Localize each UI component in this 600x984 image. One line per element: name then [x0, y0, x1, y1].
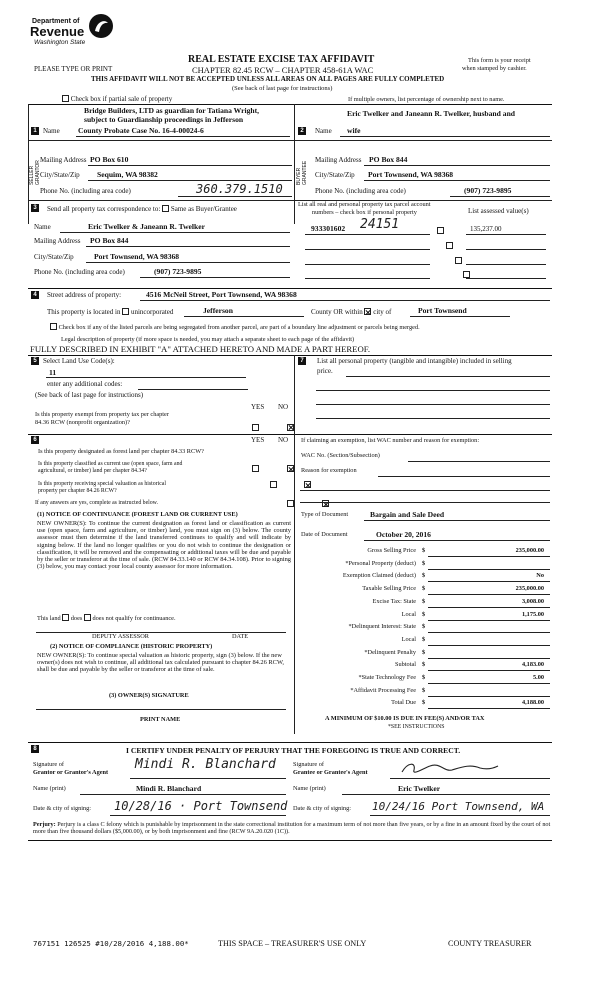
divider	[408, 461, 550, 462]
buyer-city: Port Townsend, WA 98368	[368, 170, 454, 179]
form-see-back: (See back of last page for instructions)	[232, 85, 333, 92]
tax-row-line	[428, 645, 550, 646]
tax-corr-city: Port Townsend, WA 98368	[94, 252, 180, 261]
forest-yes-checkbox[interactable]	[252, 465, 259, 472]
tax-row-currency: $	[422, 559, 426, 567]
divider	[364, 540, 550, 541]
tax-row-currency: $	[422, 686, 426, 694]
county-label: County OR within	[311, 308, 363, 316]
tax-row-line	[428, 620, 550, 621]
tax-row-label: Exemption Claimed (deduct)	[342, 572, 416, 580]
tax-row-label: *Delinquent Penalty	[364, 648, 416, 656]
divider	[346, 376, 550, 377]
divider	[28, 840, 552, 841]
tax-row-line	[428, 696, 550, 697]
grantor-signature: Mindi R. Blanchard	[135, 757, 276, 772]
treasurer-stamp: 767151 126525 #10/28/2016 4,188.00*	[33, 939, 189, 948]
divider	[130, 778, 286, 779]
notice1-title: (1) NOTICE OF CONTINUANCE (FOREST LAND OR CURRENT USE)	[37, 511, 238, 518]
tax-row-label: *Delinquent Interest: State	[348, 623, 416, 631]
personal-property-checkbox[interactable]	[446, 242, 453, 249]
tax-corr-mailing-label: Mailing Address	[34, 237, 81, 245]
tax-row-currency: $	[422, 623, 426, 631]
owner-signature-label: (3) OWNER(S) SIGNATURE	[109, 692, 189, 699]
tax-corr-phone: (907) 723-9895	[154, 267, 202, 276]
tax-row-label: Local	[401, 635, 416, 643]
notice2-text: NEW OWNER(S): To continue special valuation as historic property, sign (3) below. If the new owner(s) does not wish to continue, all additional tax calculated pursuant to chapter 84.26 RCW, shall be due and payable by the seller or transferor at the time of sale.	[37, 652, 284, 674]
historic-yes-checkbox[interactable]	[287, 500, 294, 507]
divider	[86, 262, 290, 263]
tax-row-currency: $	[422, 572, 426, 580]
certify-title: I CERTIFY UNDER PENALTY OF PERJURY THAT THE FOREGOING IS TRUE AND CORRECT.	[126, 746, 461, 755]
partial-sale-checkbox[interactable]	[62, 95, 69, 102]
tax-row-line	[428, 581, 550, 582]
divider	[294, 434, 295, 734]
tax-row-currency: $	[422, 648, 426, 656]
personal-property-checkbox[interactable]	[437, 227, 444, 234]
logo-emblem-icon	[88, 13, 114, 39]
grantee-name-label: Name (print)	[293, 785, 326, 792]
tax-corr-label	[47, 205, 237, 214]
same-as-buyer-label: Same as Buyer/Grantee	[170, 205, 237, 213]
sec6-no: NO	[278, 436, 289, 444]
tax-row-currency: $	[422, 597, 426, 605]
grantor-date-label: Date & city of signing:	[33, 805, 92, 812]
tax-row-value: 235,000.00	[515, 547, 544, 554]
divider	[300, 502, 550, 503]
exempt-yes-checkbox[interactable]	[252, 424, 259, 431]
seller-side-label: SELLER GRANTOR	[29, 160, 41, 185]
section-number-2: 2	[298, 127, 306, 135]
receipt-note-2: when stamped by cashier.	[462, 65, 527, 72]
seller-city-label: City/State/Zip	[40, 171, 80, 179]
seller-name-label: Name	[43, 127, 60, 135]
divider	[294, 104, 295, 224]
segregation-label: Check box if any of the listed parcels are being segregated from another parcel, are part of a boundary line adjustment or parcels being merged.	[58, 324, 420, 331]
divider	[364, 520, 550, 521]
divider	[88, 165, 292, 166]
buyer-phone: (907) 723-9895	[464, 186, 512, 195]
tax-row-currency: $	[422, 635, 426, 643]
city-of-label: city of	[373, 308, 392, 316]
divider	[466, 234, 546, 235]
tax-row-label: Subtotal	[395, 661, 416, 669]
tax-corr-name: Eric Twelker & Janeann R. Twelker	[88, 222, 205, 231]
county-or-city-row	[311, 308, 391, 317]
tax-row-currency: $	[422, 547, 426, 554]
tax-row-label: Total Due	[391, 699, 416, 707]
grantor-name: Mindi R. Blanchard	[136, 784, 202, 793]
buyer-mailing-label: Mailing Address	[315, 156, 362, 164]
notice2-title: (2) NOTICE OF COMPLIANCE (HISTORIC PROPERTY)	[50, 643, 213, 650]
deputy-date-label: DATE	[232, 633, 249, 640]
minimum-note: A MINIMUM OF $10.00 IS DUE IN FEE(S) AND/OR TAX	[325, 715, 485, 722]
land-use-no: NO	[278, 403, 289, 411]
buyer-phone-label: Phone No. (including area code)	[315, 187, 406, 195]
tax-row-line	[428, 708, 550, 709]
seller-phone-label: Phone No. (including area code)	[40, 187, 131, 195]
parcel-lines	[0, 0, 600, 9]
form-warning: THIS AFFIDAVIT WILL NOT BE ACCEPTED UNLESS ALL AREAS ON ALL PAGES ARE FULLY COMPLETED	[91, 75, 445, 83]
tax-row-currency: $	[422, 661, 426, 669]
section-number-5: 5	[31, 357, 39, 365]
buyer-name-line: Eric Twelker and Janeann R. Twelker, husband and	[347, 109, 516, 118]
assessed-value: 135,237.00	[470, 225, 502, 233]
divider	[86, 246, 290, 247]
divider	[305, 264, 430, 265]
historic-question-2: property per chapter 84.26 RCW?	[38, 488, 117, 494]
parcel-handwritten: 24151	[360, 217, 400, 232]
within-city-checkbox[interactable]	[364, 308, 371, 315]
tax-row-value: 235,000.00	[515, 585, 544, 593]
grantee-sig-label-1: Signature of	[293, 761, 324, 768]
divider	[340, 136, 550, 137]
logo-dept: Department of	[32, 18, 80, 25]
tax-corr-text: Send all property tax correspondence to:	[47, 205, 161, 213]
buyer-name-label: Name	[315, 127, 332, 135]
divider	[88, 180, 292, 181]
divider	[466, 278, 546, 279]
does-label: does	[70, 615, 83, 622]
grantee-date: 10/24/16 Port Townsend, WA	[372, 800, 545, 813]
tax-row-label: Local	[401, 610, 416, 618]
current-use-question-2: agricultural, or timber) land per chapter 84.34?	[38, 468, 147, 474]
unincorporated-label: unincorporated	[130, 308, 174, 316]
divider	[466, 264, 546, 265]
if-yes-note: If any answers are yes, complete as instructed below.	[35, 500, 158, 506]
seller-name-line: subject to Guardianship proceedings in Jefferson	[84, 115, 244, 124]
tax-row-line	[428, 556, 550, 557]
exempt-question-2: 84.36 RCW (nonprofit organization)?	[35, 419, 130, 426]
divider	[378, 476, 550, 477]
grantor-sig-label-1: Signature of	[33, 761, 64, 768]
land-use-see-back: (See back of last page for instructions)	[35, 391, 144, 399]
sec6-yes: YES	[251, 436, 265, 444]
seller-phone: 360.379.1510	[196, 182, 283, 196]
tax-row-currency: $	[422, 610, 426, 618]
deputy-assessor-label: DEPUTY ASSESSOR	[92, 633, 149, 640]
historic-question-1: Is this property receiving special valuation as historical	[38, 481, 166, 487]
divider	[110, 815, 286, 816]
tax-row-line	[428, 569, 550, 570]
divider	[76, 136, 290, 137]
tax-row-line	[428, 658, 550, 659]
additional-codes-label: enter any additional codes:	[47, 380, 123, 388]
tax-row-value: 1,175.00	[521, 610, 544, 618]
divider	[316, 418, 550, 419]
perjury-note	[33, 822, 551, 836]
type-or-print: PLEASE TYPE OR PRINT	[34, 65, 113, 73]
tax-row-label: Excise Tax: State	[372, 597, 416, 605]
grantor-sig-label-2: Grantor or Grantor's Agent	[33, 769, 109, 776]
divider	[80, 794, 286, 795]
tax-row-line	[428, 632, 550, 633]
divider	[28, 434, 552, 435]
divider	[184, 316, 304, 317]
land-use-code: 11	[49, 368, 57, 377]
tax-row-line	[428, 683, 550, 684]
logo-agency: Revenue	[30, 24, 85, 39]
divider	[364, 180, 550, 181]
notice1-text: NEW OWNER(S): To continue the current designation as forest land or classification as current use (open space, farm and agriculture, or timber) land, you must sign on (3) below. The county assessor must then determine if the land transferred continues to qualify and will indicate by signing below. If the land no longer qualifies or you do not wish to continue the designation or classification, it will be removed and the compensating or additional taxes will be due and payable by the seller or transferor at the time of sale. (RCW 84.33.140 or RCW 84.34.108). Prior to signing (3) below, you may contact your local county assessor for more information.	[37, 520, 291, 571]
tax-row-label: *Affidavit Processing Fee	[350, 686, 416, 694]
divider	[28, 288, 552, 289]
grantee-signature-scribble	[400, 758, 500, 778]
divider	[410, 316, 510, 317]
divider	[364, 165, 550, 166]
tax-row-label: *State Technology Fee	[358, 674, 416, 681]
section-number-4: 4	[31, 291, 39, 299]
current-use-no-checkbox[interactable]	[304, 481, 311, 488]
grantee-name: Eric Twelker	[398, 784, 441, 793]
buyer-city-label: City/State/Zip	[315, 171, 355, 179]
wac-label: WAC No. (Section/Subsection)	[301, 452, 380, 459]
seller-mailing-label: Mailing Address	[40, 156, 87, 164]
divider	[46, 377, 246, 378]
divider	[36, 632, 286, 633]
divider	[36, 709, 286, 710]
section-number-3: 3	[31, 204, 39, 212]
county-name: Jefferson	[203, 306, 233, 315]
parcel-number: 933301602	[311, 224, 346, 233]
segregation-row	[50, 323, 420, 332]
divider	[305, 249, 430, 250]
segregation-checkbox[interactable]	[50, 323, 57, 330]
tax-row-currency: $	[422, 585, 426, 593]
form-chapter: CHAPTER 82.45 RCW – CHAPTER 458-61A WAC	[192, 65, 374, 75]
property-city: Port Townsend	[418, 306, 467, 315]
perjury-label: Perjury:	[33, 821, 56, 828]
divider	[138, 389, 248, 390]
divider	[28, 742, 552, 743]
tax-row-label: Taxable Selling Price	[362, 585, 416, 593]
tax-corr-city-label: City/State/Zip	[34, 253, 74, 261]
tax-corr-phone-label: Phone No. (including area code)	[34, 268, 125, 276]
treasurer-space-label: THIS SPACE – TREASURER'S USE ONLY	[218, 939, 367, 948]
exempt-no-checkbox[interactable]	[287, 424, 294, 431]
tax-row-currency: $	[422, 674, 426, 681]
grantor-date: 10/28/16 · Port Townsend	[114, 799, 288, 813]
tax-row-line	[428, 607, 550, 608]
forest-no-checkbox[interactable]	[287, 465, 294, 472]
divider	[294, 355, 295, 434]
divider	[28, 140, 552, 141]
grantor-name-label: Name (print)	[33, 785, 66, 792]
does-not-label: does not qualify for continuance.	[92, 615, 176, 622]
county-treasurer-label: COUNTY TREASURER	[448, 939, 532, 948]
divider	[300, 490, 550, 491]
buyer-name-line: wife	[347, 126, 361, 135]
logo-state: Washington State	[34, 39, 86, 46]
located-label: This property is located in	[47, 308, 121, 316]
parcel-header-1: List all real and personal property tax parcel account	[298, 201, 431, 208]
divider	[305, 234, 430, 235]
section-number-8: 8	[31, 745, 39, 753]
legal-label: Legal description of property (if more space is needed, you may attach a separate sheet to each page of the affidavit)	[61, 336, 355, 343]
divider	[342, 794, 550, 795]
receipt-note-1: This form is your receipt	[468, 57, 531, 64]
parcel-header-2: numbers – check box if personal property	[312, 209, 417, 216]
personal-property-checkbox[interactable]	[463, 271, 470, 278]
exempt-question-1: Is this property exempt from property tax per chapter	[35, 411, 169, 418]
divider	[390, 778, 550, 779]
personal-prop-label-1: List all personal property (tangible and intangible) included in selling	[317, 357, 512, 365]
divider	[28, 200, 552, 201]
tax-row-currency: $	[422, 699, 426, 707]
divider	[140, 277, 290, 278]
section-number-1: 1	[31, 127, 39, 135]
land-use-label: Select Land Use Code(s):	[43, 357, 115, 365]
divider	[140, 300, 550, 301]
seller-city: Sequim, WA 98382	[97, 170, 158, 179]
tax-row-value: 4,188.00	[521, 699, 544, 707]
tax-corr-name-label: Name	[34, 223, 51, 231]
divider	[466, 249, 546, 250]
grantee-date-label: Date & city of signing:	[293, 805, 352, 812]
forest-question: Is this property designated as forest land per chapter 84.33 RCW?	[38, 448, 204, 455]
print-name-label: PRINT NAME	[140, 716, 181, 723]
perjury-text: Perjury is a class C felony which is punishable by imprisonment in the state correctional institution for a maximum term of not more than five years, or by a fine in an amount fixed by the court of not more than five thousand dollars ($5,000.00), or by both imprisonment and fine (RCW 9A.20.020 (1C)).	[33, 821, 551, 835]
divider	[60, 232, 290, 233]
tax-row-value: 3,008.00	[521, 597, 544, 605]
doc-date-label: Date of Document	[301, 531, 348, 538]
assessed-header: List assessed value(s)	[468, 207, 529, 215]
tax-row-value: No	[536, 572, 544, 580]
tax-row-label: *Personal Property (deduct)	[345, 559, 416, 567]
current-use-yes-checkbox[interactable]	[270, 481, 277, 488]
section-number-6: 6	[31, 436, 39, 444]
unincorporated-checkbox[interactable]	[122, 308, 129, 315]
divider	[305, 278, 430, 279]
multiple-owners-note: If multiple owners, list percentage of ownership next to name.	[348, 96, 505, 103]
street-label: Street address of property:	[47, 291, 122, 299]
seller-name-line: Bridge Builders, LTD as guardian for Tatiana Wright,	[84, 106, 260, 115]
divider	[28, 355, 552, 356]
tax-row-value: 4,183.00	[521, 661, 544, 669]
grantee-sig-label-2: Grantee or Grantee's Agent	[293, 769, 368, 776]
divider	[28, 104, 29, 224]
personal-property-checkbox[interactable]	[455, 257, 462, 264]
partial-sale-row	[62, 95, 172, 104]
legal-description: FULLY DESCRIBED IN EXHIBIT "A" ATTACHED HERETO AND MADE A PART HEREOF.	[30, 344, 371, 354]
divider	[316, 390, 550, 391]
current-use-question-1: Is this property classified as current use (open space, farm and	[38, 461, 183, 467]
divider	[450, 196, 550, 197]
seller-mailing: PO Box 610	[90, 155, 129, 164]
divider	[370, 815, 550, 816]
divider	[28, 104, 552, 105]
buyer-side-label: BUYER GRANTEE	[296, 160, 308, 185]
divider	[316, 404, 550, 405]
reason-label: Reason for exemption	[301, 467, 357, 474]
same-as-buyer-checkbox[interactable]	[162, 205, 169, 212]
doc-type: Bargain and Sale Deed	[370, 510, 445, 519]
personal-prop-label-2: price.	[317, 367, 333, 375]
see-instructions: *SEE INSTRUCTIONS	[388, 724, 445, 730]
tax-row-value: 5.00	[532, 674, 544, 681]
tax-row-label: Gross Selling Price	[367, 547, 416, 554]
this-land-label: This land	[37, 615, 61, 622]
doc-date: October 20, 2016	[376, 530, 431, 539]
land-use-yes: YES	[251, 403, 265, 411]
divider	[178, 196, 292, 197]
seller-name-line: County Probate Case No. 16-4-00024-6	[78, 126, 204, 135]
not-qualifies-checkbox[interactable]	[84, 614, 91, 621]
exemption-label: If claiming an exemption, list WAC number and reason for exemption:	[301, 437, 480, 444]
qualifies-checkbox[interactable]	[62, 614, 69, 621]
street-address: 4516 McNeil Street, Port Townsend, WA 98368	[146, 290, 297, 299]
qualify-row	[37, 614, 176, 623]
section-number-7: 7	[298, 357, 306, 365]
form-title: REAL ESTATE EXCISE TAX AFFIDAVIT	[188, 54, 375, 65]
doc-type-label: Type of Document	[301, 511, 349, 518]
partial-sale-label: Check box if partial sale of property	[70, 95, 173, 103]
buyer-mailing: PO Box 844	[369, 155, 408, 164]
tax-row-line	[428, 594, 550, 595]
located-row	[47, 308, 173, 317]
tax-corr-mailing: PO Box 844	[90, 236, 129, 245]
tax-row-line	[428, 670, 550, 671]
